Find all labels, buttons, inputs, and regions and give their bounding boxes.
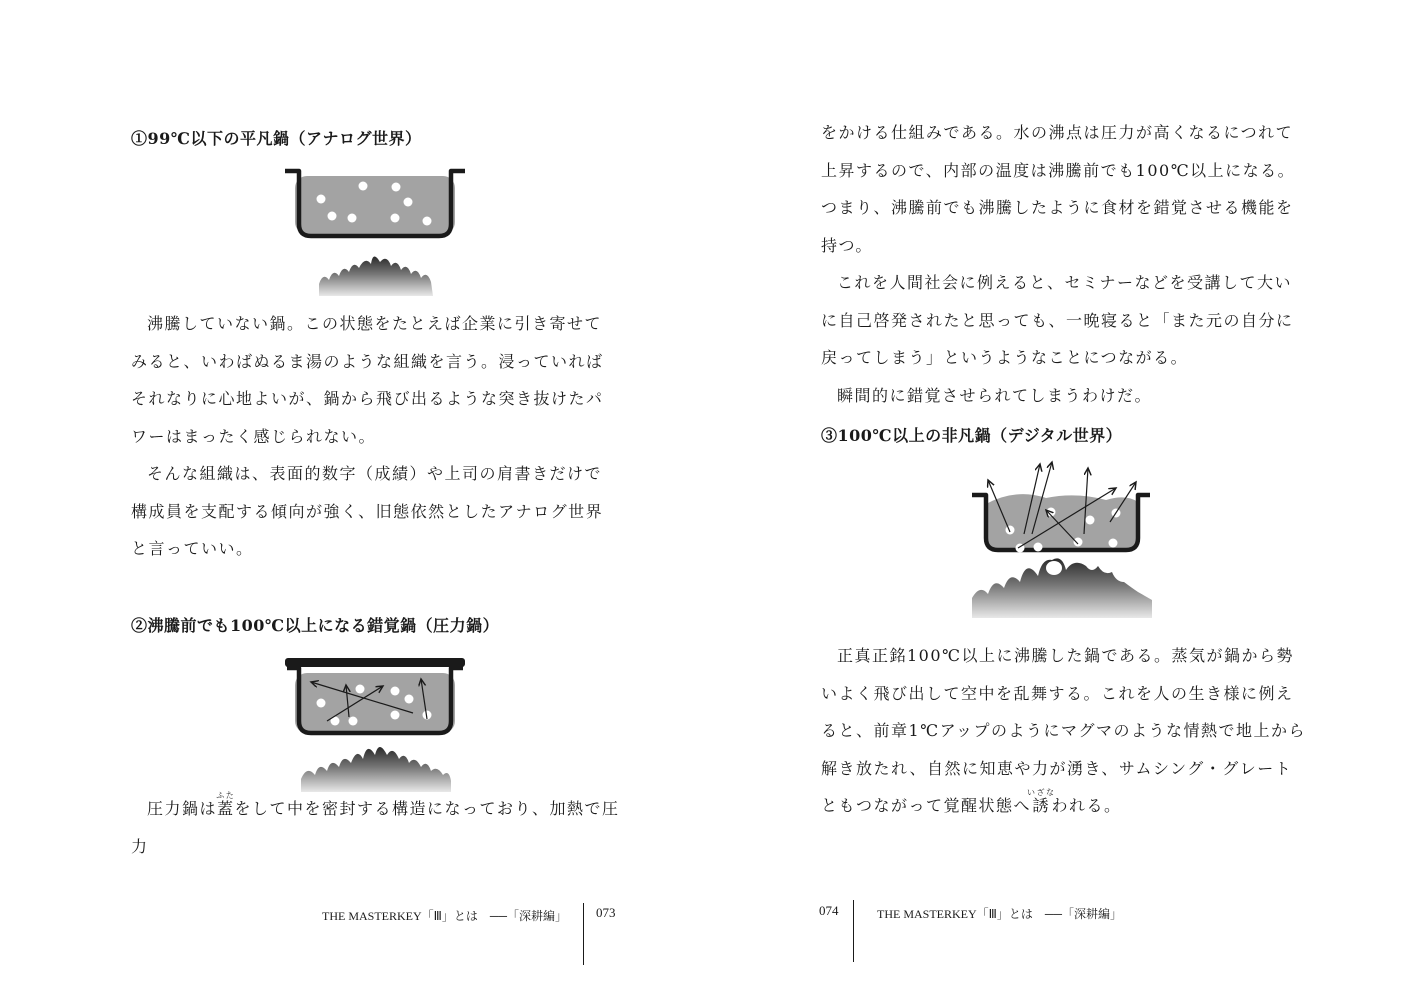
ruby-izana-base: 誘 bbox=[1027, 796, 1056, 815]
left-footer-divider bbox=[583, 903, 584, 965]
ruby-izana-reading: いざな bbox=[1027, 788, 1056, 797]
left-page-number: 073 bbox=[596, 905, 616, 920]
ruby-futa bbox=[216, 791, 236, 818]
ruby-izana bbox=[1027, 788, 1056, 815]
simmering-pot-icon bbox=[283, 166, 468, 298]
continuation-paragraph-1: をかける仕組みである。水の沸点は圧力が高くなるにつれて上昇するので、内部の温度は沸騰前でも100℃以上になる。つまり、沸騰前でも沸騰したように食材を錯覚させる機能を持つ。 bbox=[821, 123, 1296, 255]
right-running-title: THE MASTERKEY「Ⅲ」とは ──「深耕編」 bbox=[877, 907, 1122, 921]
boiling-pot-icon bbox=[966, 458, 1158, 623]
section3-paragraph-post: われる。 bbox=[1051, 796, 1122, 815]
section2-paragraph-post: をして中を密封する構造になっており、加熱で圧力 bbox=[131, 799, 620, 856]
section1-paragraph-1: 沸騰していない鍋。この状態をたとえば企業に引き寄せてみると、いわばぬるま湯のような組織を言う。浸っていればそれなりに心地よいが、鍋から飛び出るような突き抜けたパワーはまったく感じられない。 bbox=[131, 314, 604, 446]
section3-heading: ③100℃以上の非凡鍋（デジタル世界） bbox=[821, 426, 1123, 445]
section3-paragraph bbox=[821, 637, 1309, 825]
pressure-cooker-icon bbox=[283, 655, 468, 795]
section1-heading: ①99℃以下の平凡鍋（アナログ世界） bbox=[131, 129, 422, 148]
section2-paragraph-pre: 圧力鍋は bbox=[147, 799, 218, 818]
ruby-futa-reading: ふた bbox=[216, 791, 236, 800]
section1-paragraph-2: そんな組織は、表面的数字（成績）や上司の肩書きだけで構成員を支配する傾向が強く、旧態依然としたアナログ世界と言っていい。 bbox=[131, 464, 604, 558]
right-footer-divider bbox=[853, 900, 854, 962]
continuation-paragraph-3: 瞬間的に錯覚させられてしまうわけだ。 bbox=[837, 385, 1153, 405]
section2-paragraph bbox=[131, 790, 621, 865]
right-page-number: 074 bbox=[819, 903, 839, 918]
section2-heading: ②沸騰前でも100℃以上になる錯覚鍋（圧力鍋） bbox=[131, 616, 500, 635]
continuation-paragraph-2: これを人間社会に例えると、セミナーなどを受講して大いに自己啓発されたと思っても、一晩寝ると「また元の自分に戻ってしまう」というようなことにつながる。 bbox=[821, 273, 1294, 367]
left-running-title: THE MASTERKEY「Ⅲ」とは ──「深耕編」 bbox=[322, 909, 567, 923]
section3-paragraph-pre: 正真正銘100℃以上に沸騰した鍋である。蒸気が鍋から勢いよく飛び出して空中を乱舞する。これを人の生き様に例えると、前章1℃アップのようにマグマのような情熱で地上から解き放たれ、自然に知恵や力が湧き、サムシング・グレートともつながって覚醒状態へ bbox=[821, 646, 1306, 815]
ruby-futa-base: 蓋 bbox=[216, 799, 236, 818]
